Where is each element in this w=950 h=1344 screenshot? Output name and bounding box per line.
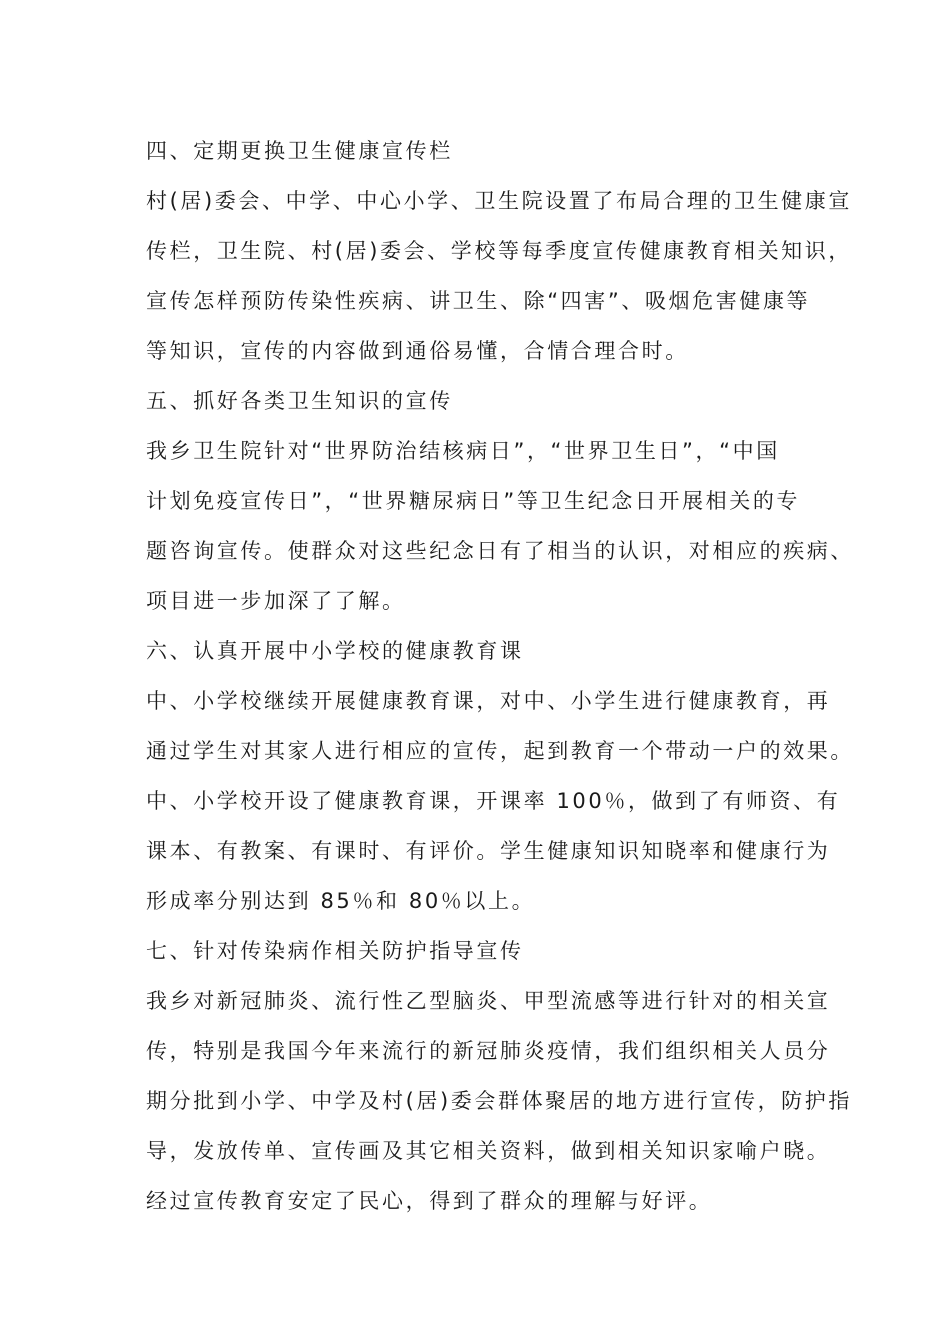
paragraph-line: 形成率分别达到 85％和 80％以上。 bbox=[146, 889, 536, 913]
paragraph-line: 题咨询宣传。使群众对这些纪念日有了相当的认识，对相应的疾病、 bbox=[146, 539, 854, 563]
paragraph-line: 通过学生对其家人进行相应的宣传，起到教育一个带动一户的效果。 bbox=[146, 739, 854, 763]
paragraph-line: 中、小学校开设了健康教育课，开课率 100％，做到了有师资、有 bbox=[146, 789, 841, 813]
paragraph-line: 课本、有教案、有课时、有评价。学生健康知识知晓率和健康行为 bbox=[146, 839, 831, 863]
paragraph-line: 中、小学校继续开展健康教育课，对中、小学生进行健康教育，再 bbox=[146, 689, 831, 713]
paragraph-line: 传，特别是我国今年来流行的新冠肺炎疫情，我们组织相关人员分 bbox=[146, 1039, 831, 1063]
section-heading-6: 六、认真开展中小学校的健康教育课 bbox=[146, 639, 524, 663]
section-heading-4: 四、定期更换卫生健康宣传栏 bbox=[146, 139, 453, 163]
paragraph-line: 导，发放传单、宣传画及其它相关资料，做到相关知识家喻户晓。 bbox=[146, 1139, 831, 1163]
section-heading-5: 五、抓好各类卫生知识的宣传 bbox=[146, 389, 453, 413]
paragraph-line: 我乡卫生院针对“世界防治结核病日”，“世界卫生日”，“中国 bbox=[146, 439, 780, 463]
paragraph-line: 传栏，卫生院、村(居)委会、学校等每季度宣传健康教育相关知识， bbox=[146, 239, 852, 263]
section-heading-7: 七、针对传染病作相关防护指导宣传 bbox=[146, 939, 524, 963]
paragraph-line: 计划免疫宣传日”，“世界糖尿病日”等卫生纪念日开展相关的专 bbox=[146, 489, 801, 513]
paragraph-line: 村(居)委会、中学、中心小学、卫生院设置了布局合理的卫生健康宣 bbox=[146, 189, 852, 213]
paragraph-line: 经过宣传教育安定了民心，得到了群众的理解与好评。 bbox=[146, 1189, 713, 1213]
paragraph-line: 项目进一步加深了了解。 bbox=[146, 589, 406, 613]
paragraph-line: 期分批到小学、中学及村(居)委会群体聚居的地方进行宣传，防护指 bbox=[146, 1089, 852, 1113]
paragraph-line: 宣传怎样预防传染性疾病、讲卫生、除“四害”、吸烟危害健康等 bbox=[146, 289, 811, 313]
paragraph-line: 我乡对新冠肺炎、流行性乙型脑炎、甲型流感等进行针对的相关宣 bbox=[146, 989, 831, 1013]
paragraph-line: 等知识，宣传的内容做到通俗易懂，合情合理合时。 bbox=[146, 339, 689, 363]
